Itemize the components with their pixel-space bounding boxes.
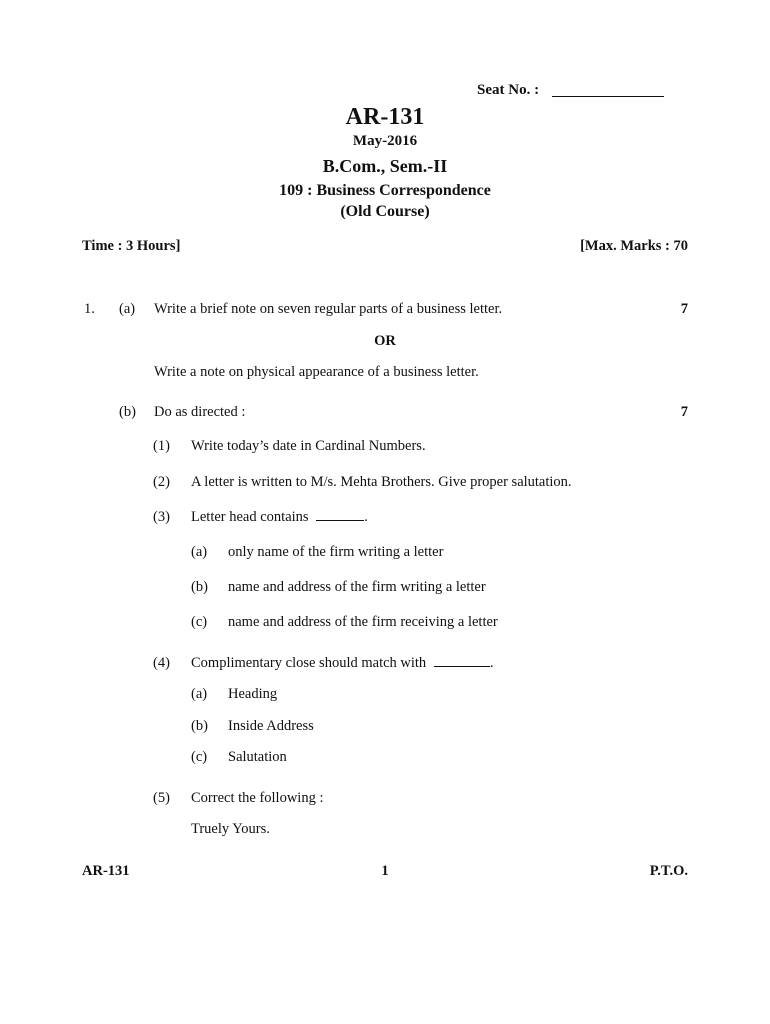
time-allowed: Time : 3 Hours] [82, 238, 181, 254]
footer-paper-code: AR-131 [82, 863, 130, 879]
option-label: (b) [191, 579, 208, 595]
item-text: Write today’s date in Cardinal Numbers. [191, 438, 426, 454]
max-marks: [Max. Marks : 70 [580, 238, 688, 254]
option-text: only name of the firm writing a letter [228, 544, 444, 560]
paper-code: AR-131 [345, 104, 425, 130]
exam-date: May-2016 [352, 133, 418, 149]
item-subtext: Truely Yours. [191, 821, 270, 837]
course-name: B.Com., Sem.-II [322, 156, 448, 176]
option-text: Heading [228, 686, 278, 702]
option-text: name and address of the firm writing a letter [228, 579, 486, 595]
item-number: (1) [153, 438, 170, 454]
page-number: 1 [381, 863, 389, 879]
or-separator: OR [374, 333, 396, 349]
part-b-text: Do as directed : [154, 404, 246, 420]
item-number: (5) [153, 790, 170, 806]
subject-subtitle: (Old Course) [340, 203, 430, 220]
option-text: Inside Address [228, 718, 314, 734]
item-number: (2) [153, 474, 170, 490]
answer-blank [434, 666, 490, 667]
question-number: 1. [84, 301, 95, 317]
option-label: (a) [191, 686, 208, 702]
item-text-main: Letter head contains [191, 509, 309, 525]
part-a-text: Write a brief note on seven regular parts of a business letter. [154, 301, 503, 317]
option-label: (c) [191, 614, 208, 630]
pto-label: P.T.O. [649, 863, 688, 879]
option-label: (c) [191, 749, 208, 765]
part-b-label: (b) [119, 404, 136, 420]
item-number: (4) [153, 655, 170, 671]
part-a-label: (a) [119, 301, 136, 317]
option-text: name and address of the firm receiving a letter [228, 614, 498, 630]
part-a-marks: 7 [680, 301, 688, 317]
item-suffix: . [489, 655, 494, 671]
option-text: Salutation [228, 749, 287, 765]
answer-blank [316, 520, 364, 521]
item-suffix: . [364, 509, 368, 525]
option-label: (a) [191, 544, 208, 560]
item-text [191, 655, 493, 672]
subject-title: 109 : Business Correspondence [279, 182, 491, 199]
part-a-alt-text: Write a note on physical appearance of a business letter. [154, 364, 479, 380]
item-number: (3) [153, 509, 170, 525]
item-text [191, 509, 368, 526]
item-text-main: Complimentary close should match with [191, 655, 427, 671]
option-label: (b) [191, 718, 208, 734]
part-b-marks: 7 [680, 404, 688, 420]
item-text: Correct the following : [191, 790, 324, 806]
seat-number-label: Seat No. : [477, 82, 540, 98]
seat-number-blank[interactable] [552, 96, 664, 97]
item-text: A letter is written to M/s. Mehta Brothers. Give proper salutation. [191, 474, 572, 490]
